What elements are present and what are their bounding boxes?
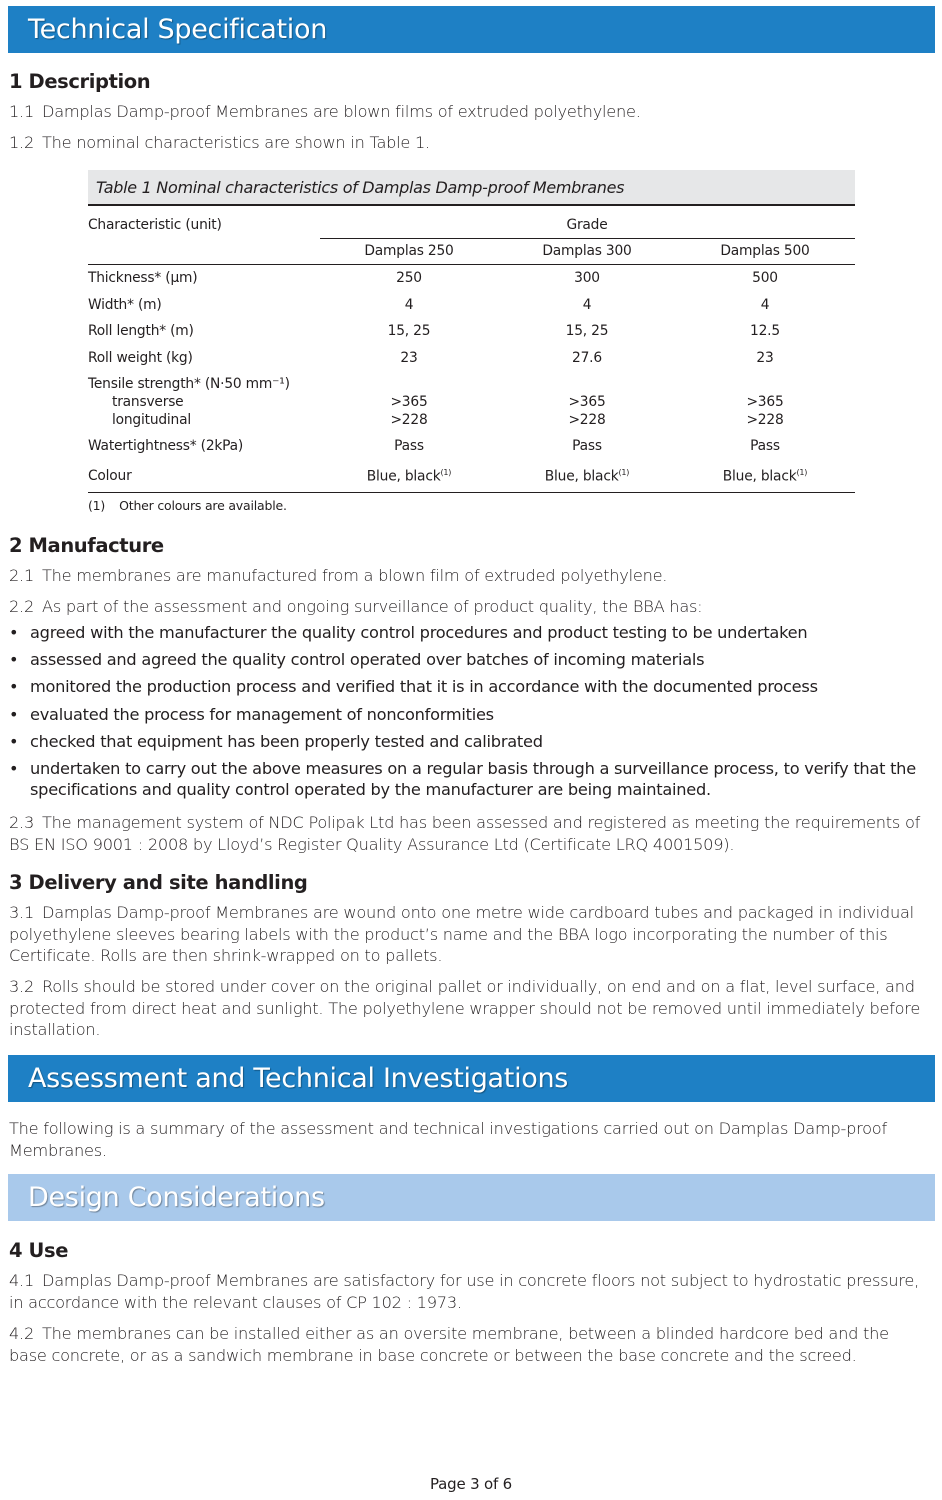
list-item: [9, 758, 924, 800]
cell: >228: [390, 412, 428, 428]
row-sublabel: transverse: [112, 394, 184, 410]
paragraph-text: The management system of NDC Polipak Ltd has been assessed and registered as meeting the requirements of BS EN ISO 9001 : 2008 by Lloyd’s Register Quality Assurance Ltd (Certificate LRQ 4001509).: [9, 813, 921, 854]
grade-header: Grade: [566, 217, 608, 233]
cell: 4: [404, 297, 414, 313]
column-header: Damplas 300: [542, 243, 632, 259]
paragraph-text: The nominal characteristics are shown in Table 1.: [42, 133, 430, 152]
paragraph-text: Damplas Damp-proof Membranes are blown films of extruded polyethylene.: [42, 102, 641, 121]
row-sublabel: longitudinal: [112, 412, 191, 428]
header-rule: [88, 264, 855, 265]
paragraph-text: The membranes can be installed either as an oversite membrane, between a blinded hardcore bed and the base concrete, or as a sandwich membrane in base concrete or between the base concrete and the screed.: [9, 1324, 889, 1365]
section-1-heading: 1 Description: [9, 70, 151, 93]
cell: >365: [390, 394, 428, 410]
column-header: Damplas 250: [364, 243, 454, 259]
cell: [329, 468, 489, 485]
bullet-icon: •: [9, 650, 19, 670]
paragraph-text: Damplas Damp-proof Membranes are wound onto one metre wide cardboard tubes and packaged in individual polyethylene sleeves bearing labels with the product’s name and the BBA logo incorporating the number of this Certificate. Rolls are then shrink-wrapped on to pallets.: [9, 903, 914, 965]
paragraph-3-1: [9, 902, 924, 967]
banner-title: Design Considerations: [28, 1182, 325, 1213]
list-item: [9, 649, 924, 670]
bba-checks-list: [9, 622, 924, 806]
cell: 300: [574, 270, 600, 286]
paragraph-number: 2.3: [9, 813, 34, 832]
cell: >365: [746, 394, 784, 410]
paragraph-number: 3.2: [9, 977, 34, 996]
footnote-text: Other colours are available.: [119, 498, 287, 513]
bullet-icon: •: [9, 677, 19, 697]
cell: 12.5: [750, 323, 780, 339]
table-caption: [88, 170, 855, 206]
paragraph-text: As part of the assessment and ongoing surveillance of product quality, the BBA has:: [42, 597, 703, 616]
row-label: Watertightness* (2kPa): [88, 438, 244, 454]
paragraph-number: 3.1: [9, 903, 34, 922]
paragraph-number: 4.2: [9, 1324, 34, 1343]
paragraph-2-2: [9, 596, 924, 618]
paragraph-number: 2.2: [9, 597, 34, 616]
paragraph-4-2: [9, 1323, 924, 1366]
banner-title: Assessment and Technical Investigations: [28, 1063, 569, 1094]
table-bottom-rule: [88, 492, 855, 493]
cell: [507, 468, 667, 485]
paragraph-text: The membranes are manufactured from a blown film of extruded polyethylene.: [42, 566, 668, 585]
paragraph-2-3: [9, 812, 924, 855]
cell: 250: [396, 270, 422, 286]
row-label: Colour: [88, 468, 132, 484]
page-number: Page 3 of 6: [430, 1475, 512, 1493]
assessment-banner: [8, 1055, 935, 1102]
section-4-heading: 4 Use: [9, 1239, 69, 1262]
paragraph-4-1: [9, 1270, 924, 1313]
row-label: Width* (m): [88, 297, 162, 313]
cell: 500: [752, 270, 778, 286]
cell-text: Blue, black: [366, 468, 441, 485]
bullet-icon: •: [9, 704, 19, 724]
row-label: Thickness* (µm): [88, 270, 198, 286]
cell-text: Blue, black: [544, 468, 619, 485]
paragraph-number: 1.2: [9, 133, 34, 152]
cell: 27.6: [572, 350, 602, 366]
list-item-text: monitored the production process and verified that it is in accordance with the documented process: [30, 677, 818, 697]
list-item-text: checked that equipment has been properly tested and calibrated: [30, 731, 543, 751]
technical-specification-banner: [8, 6, 935, 53]
bullet-icon: •: [9, 623, 19, 642]
list-item-text: undertaken to carry out the above measures on a regular basis through a surveillance process, to verify that the specifications and quality control operated by the manufacturer are being maintained.: [30, 758, 916, 799]
list-item: [9, 676, 924, 697]
paragraph-2-1: [9, 565, 924, 587]
cell: 4: [582, 297, 592, 313]
cell: >365: [568, 394, 606, 410]
characteristic-header: Characteristic (unit): [88, 217, 222, 233]
assessment-summary: The following is a summary of the assessment and technical investigations carried out on Damplas Damp-proof Membranes.: [9, 1119, 887, 1160]
paragraph-1-1: [9, 101, 924, 123]
list-item: [9, 731, 924, 752]
cell: [685, 468, 845, 485]
cell: >228: [746, 412, 784, 428]
paragraph-text: Rolls should be stored under cover on the original pallet or individually, on end and on a flat, level surface, and protected from direct heat and sunlight. The polyethylene wrapper should not be removed until immediately before installation.: [9, 977, 921, 1039]
bullet-icon: •: [9, 758, 19, 778]
cell: >228: [568, 412, 606, 428]
row-label: Roll weight (kg): [88, 350, 193, 366]
table-footnote: [88, 498, 287, 513]
row-label: Roll length* (m): [88, 323, 194, 339]
bullet-icon: •: [9, 731, 19, 751]
paragraph-number: 2.1: [9, 566, 34, 585]
list-item-text: assessed and agreed the quality control operated over batches of incoming materials: [30, 650, 705, 670]
cell: 15, 25: [565, 323, 609, 339]
cell: 23: [400, 350, 418, 366]
footnote-number: (1): [88, 498, 106, 513]
table-caption-text: Table 1 Nominal characteristics of Damplas Damp-proof Membranes: [96, 177, 625, 197]
grade-underline: [320, 238, 855, 239]
cell: 23: [756, 350, 774, 366]
cell: Pass: [572, 438, 602, 454]
section-2-heading: 2 Manufacture: [9, 534, 164, 557]
footnote-mark: (1): [796, 468, 808, 477]
cell-text: Blue, black: [722, 468, 797, 485]
paragraph-3-2: [9, 976, 924, 1041]
paragraph-number: 1.1: [9, 102, 34, 121]
paragraph-1-2: [9, 132, 924, 154]
cell: 4: [760, 297, 770, 313]
list-item: [9, 704, 924, 725]
list-item: [9, 622, 924, 643]
list-item-text: agreed with the manufacturer the quality control procedures and product testing to be undertaken: [30, 623, 808, 642]
cell: Pass: [750, 438, 780, 454]
cell: 15, 25: [387, 323, 431, 339]
paragraph-text: Damplas Damp-proof Membranes are satisfactory for use in concrete floors not subject to hydrostatic pressure, in accordance with the relevant clauses of CP 102 : 1973.: [9, 1271, 919, 1312]
footnote-mark: (1): [618, 468, 630, 477]
row-label: Tensile strength* (N·50 mm⁻¹): [88, 376, 290, 392]
section-3-heading: 3 Delivery and site handling: [9, 871, 308, 894]
list-item-text: evaluated the process for management of nonconformities: [30, 704, 494, 724]
banner-title: Technical Specification: [28, 14, 328, 45]
footnote-mark: (1): [440, 468, 452, 477]
cell: Pass: [394, 438, 424, 454]
column-header: Damplas 500: [720, 243, 810, 259]
paragraph-number: 4.1: [9, 1271, 34, 1290]
design-considerations-banner: [8, 1174, 935, 1221]
